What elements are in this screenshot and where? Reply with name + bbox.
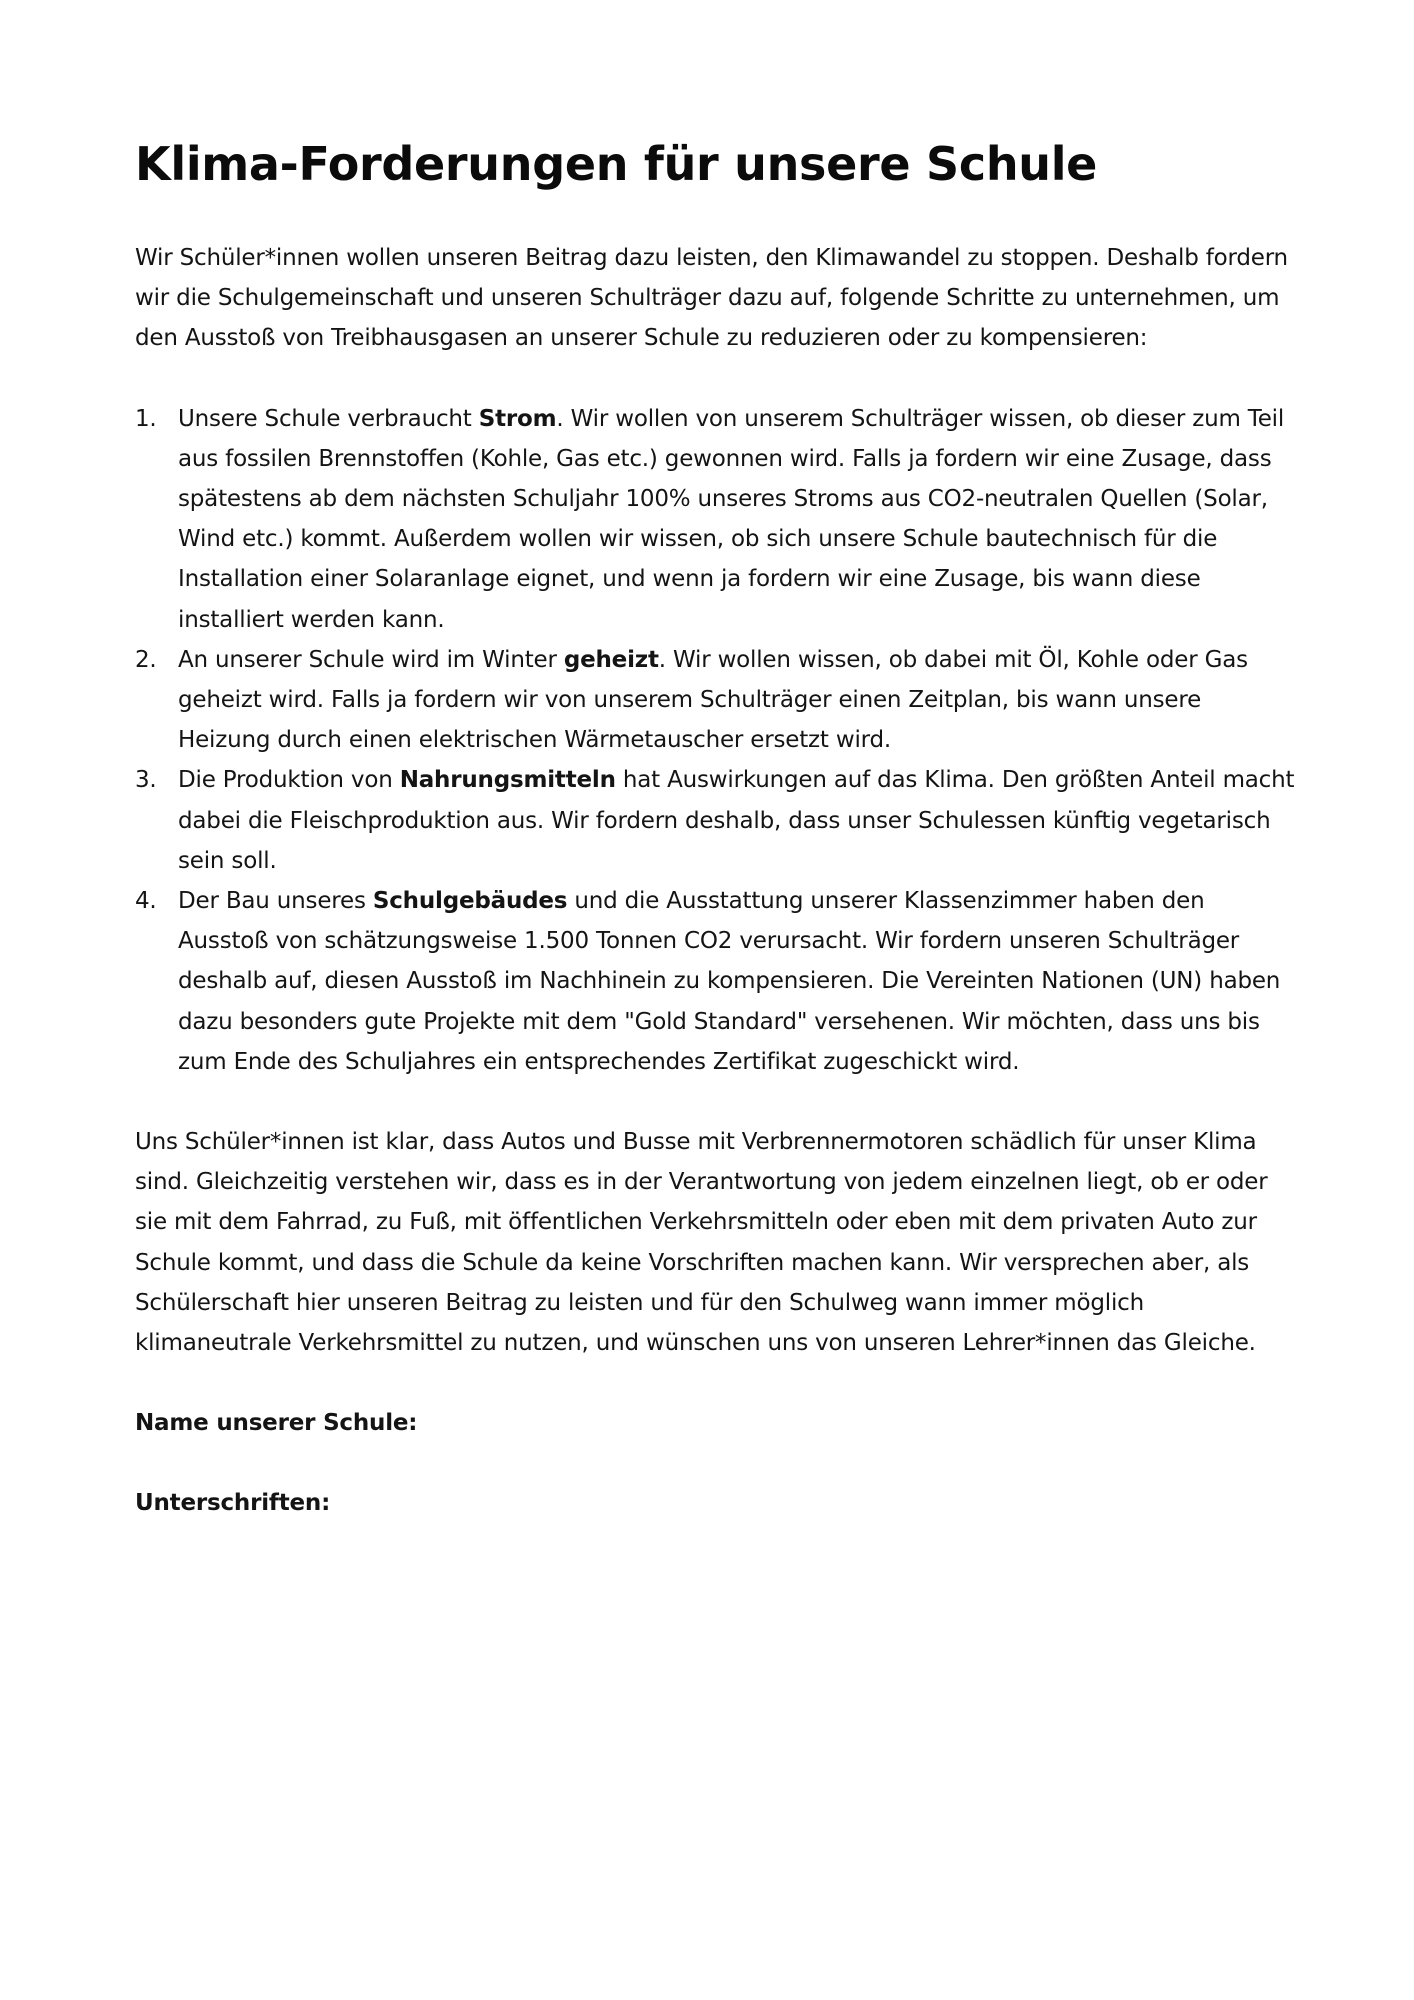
demand-keyword: geheizt xyxy=(563,646,659,673)
demand-text-after: . Wir wollen von unserem Schulträger wissen, ob dieser zum Teil aus fossilen Brennstoffen (Kohle, Gas etc.) gewonnen wird. Falls ja fordern wir eine Zusage, dass spätestens ab dem nächsten Schuljahr 100% unseres Stroms aus CO2-neutralen Quellen (Solar, Wind etc.) kommt. Außerdem wollen wir wissen, ob sich unsere Schule bautechnisch für die Installation einer Solaranlage eignet, und wenn ja fordern wir eine Zusage, bis wann diese installiert werden kann. xyxy=(178,405,1285,633)
demand-text-after: . Wir wollen wissen, ob dabei mit Öl, Kohle oder Gas geheizt wird. Falls ja fordern wir von unserem Schulträger einen Zeitplan, bis wann unsere Heizung durch einen elektrischen Wärmetauscher ersetzt wird. xyxy=(178,646,1248,754)
demand-number: 2. xyxy=(135,646,157,673)
demand-text-before: Unsere Schule verbraucht xyxy=(178,405,479,432)
demand-item-2 xyxy=(135,640,1295,761)
school-name-label: Name unserer Schule: xyxy=(135,1410,418,1437)
demands-list xyxy=(135,399,1295,1082)
demand-text-before: Die Produktion von xyxy=(178,767,400,794)
signatures-label: Unterschriften: xyxy=(135,1490,331,1517)
demand-item-3 xyxy=(135,760,1295,881)
demand-text-after: und die Ausstattung unserer Klassenzimmer haben den Ausstoß von schätzungsweise 1.500 Tonnen CO2 verursacht. Wir fordern unseren Schulträger deshalb auf, diesen Ausstoß im Nachhinein zu kompensieren. Die Vereinten Nationen (UN) haben dazu besonders gute Projekte mit dem "Gold Standard" versehenen. Wir möchten, dass uns bis zum Ende des Schuljahres ein entsprechendes Zertifikat zugeschickt wird. xyxy=(178,888,1281,1075)
demand-keyword: Schulgebäudes xyxy=(372,888,568,915)
document-title: Klima-Forderungen für unsere Schule xyxy=(135,137,1098,191)
outro-paragraph: Uns Schüler*innen ist klar, dass Autos und Busse mit Verbrennermotoren schädlich für unser Klima sind. Gleichzeitig verstehen wir, dass es in der Verantwortung von jedem einzelnen liegt, ob er oder sie mit dem Fahrrad, zu Fuß, mit öffentlichen Verkehrsmitteln oder eben mit dem privaten Auto zur Schule kommt, und dass die Schule da keine Vorschriften machen kann. Wir versprechen aber, als Schülerschaft hier unseren Beitrag zu leisten und für den Schulweg wann immer möglich klimaneutrale Verkehrsmittel zu nutzen, und wünschen uns von unseren Lehrer*innen das Gleiche. xyxy=(135,1129,1268,1357)
demand-item-4 xyxy=(135,881,1295,1082)
demand-number: 3. xyxy=(135,767,157,794)
demand-text-before: An unserer Schule wird im Winter xyxy=(178,646,564,673)
demand-text-after: hat Auswirkungen auf das Klima. Den größten Anteil macht dabei die Fleischproduktion aus. Wir fordern deshalb, dass unser Schulessen künftig vegetarisch sein soll. xyxy=(178,767,1295,874)
demand-keyword: Nahrungsmitteln xyxy=(399,767,616,794)
document-page xyxy=(135,128,1295,1524)
demand-keyword: Strom xyxy=(478,405,557,432)
demand-item-1 xyxy=(135,399,1295,640)
demand-number: 1. xyxy=(135,405,157,432)
demand-number: 4. xyxy=(135,888,157,915)
demand-text-before: Der Bau unseres xyxy=(178,888,373,915)
intro-paragraph: Wir Schüler*innen wollen unseren Beitrag dazu leisten, den Klimawandel zu stoppen. Deshalb fordern wir die Schulgemeinschaft und unseren Schulträger dazu auf, folgende Schritte zu unternehmen, um den Ausstoß von Treibhausgasen an unserer Schule zu reduzieren oder zu kompensieren: xyxy=(135,245,1288,352)
